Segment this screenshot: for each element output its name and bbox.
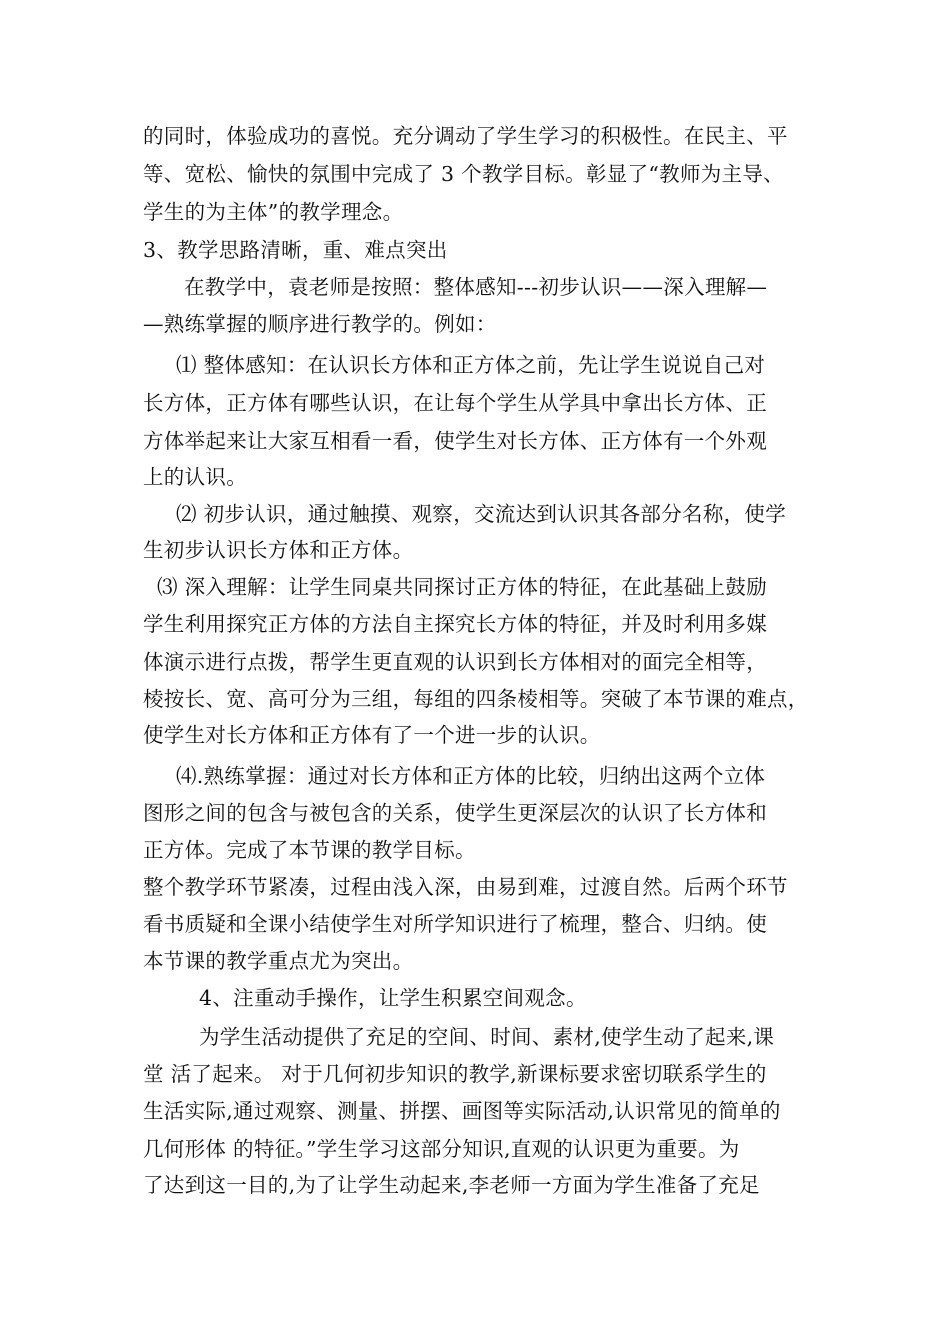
text-line: 生初步认识长方体和正方体。	[143, 538, 414, 562]
text-line: 正方体。完成了本节课的教学目标。	[143, 838, 476, 862]
text-line: 生活实际,通过观察、测量、拼摆、画图等实际活动,认识常见的简单的	[143, 1099, 781, 1123]
text-line: 学生利用探究正方体的方法自主探究长方体的特征，并及时利用多媒	[143, 612, 767, 636]
text-line: 本节课的教学重点尤为突出。	[143, 949, 414, 973]
text-line: —熟练掌握的顺序进行教学的。例如：	[143, 312, 497, 336]
section-heading: 3、教学思路清晰，重、难点突出	[143, 238, 448, 262]
text-line: 几何形体 的特征。”学生学习这部分知识,直观的认识更为重要。为	[143, 1137, 740, 1161]
text-line: 体演示进行点拨，帮学生更直观的认识到长方体相对的面完全相等，	[143, 650, 767, 674]
text-line: 上的认识。	[143, 465, 247, 489]
text-line: 棱按长、宽、高可分为三组，每组的四条棱相等。突破了本节课的难点，	[143, 687, 809, 711]
text-line: 整个教学环节紧凑，过程由浅入深，由易到难，过渡自然。后两个环节	[143, 875, 788, 899]
section-heading: 4、注重动手操作，让学生积累空间观念。	[199, 986, 587, 1010]
text-line: 长方体，正方体有哪些认识，在让每个学生从学具中拿出长方体、正	[143, 391, 767, 415]
text-line: 方体举起来让大家互相看一看，使学生对长方体、正方体有一个外观	[143, 429, 767, 453]
text-line: 堂 活了起来。 对于几何初步知识的教学,新课标要求密切联系学生的	[143, 1062, 767, 1086]
text-line: ⑵ 初步认识，通过触摸、观察，交流达到认识其各部分名称，使学	[176, 502, 787, 526]
text-line: ⑶ 深入理解：让学生同桌共同探讨正方体的特征，在此基础上鼓励	[157, 575, 768, 599]
text-line: ⑷.熟练掌握：通过对长方体和正方体的比较，归纳出这两个立体	[176, 764, 766, 788]
text-line: 学生的为主体”的教学理念。	[143, 200, 404, 224]
text-line: 为学生活动提供了充足的空间、时间、素材,使学生动了起来,课	[199, 1025, 775, 1049]
text-line: ⑴ 整体感知：在认识长方体和正方体之前，先让学生说说自己对	[176, 353, 766, 377]
text-line: 在教学中，袁老师是按照：整体感知---初步认识——深入理解—	[184, 275, 768, 299]
text-line: 使学生对长方体和正方体有了一个进一步的认识。	[143, 723, 601, 747]
text-line: 的同时，体验成功的喜悦。充分调动了学生学习的积极性。在民主、平	[143, 124, 788, 148]
text-line: 等、宽松、愉快的氛围中完成了 3 个教学目标。彰显了“教师为主导、	[143, 162, 784, 186]
text-line: 图形之间的包含与被包含的关系，使学生更深层次的认识了长方体和	[143, 801, 767, 825]
text-line: 看书质疑和全课小结使学生对所学知识进行了梳理，整合、归纳。使	[143, 912, 767, 936]
text-line: 了达到这一目的,为了让学生动起来,李老师一方面为学生准备了充足	[143, 1173, 760, 1197]
